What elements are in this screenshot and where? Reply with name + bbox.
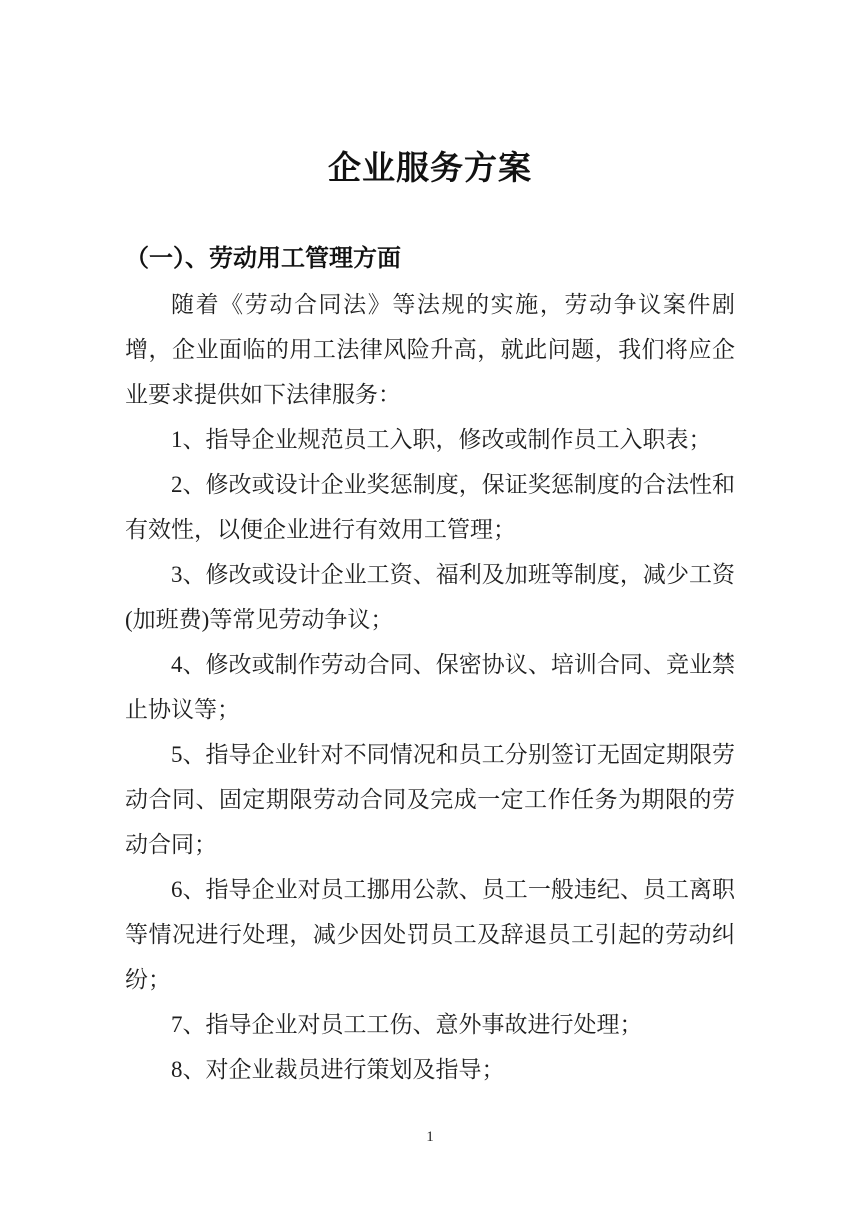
paragraph-intro: 随着《劳动合同法》等法规的实施，劳动争议案件剧增，企业面临的用工法律风险升高，就此问题，我们将应企业要求提供如下法律服务： (125, 292, 735, 407)
section-heading: （一）、劳动用工管理方面 (125, 246, 401, 272)
list-item-8: 8、对企业裁员进行策划及指导； (171, 1057, 505, 1082)
section-body (125, 282, 735, 1092)
document-content (125, 237, 735, 1092)
list-item-2: 2、修改或设计企业奖惩制度，保证奖惩制度的合法性和有效性，以便企业进行有效用工管理； (125, 472, 735, 542)
list-item-5: 5、指导企业针对不同情况和员工分别签订无固定期限劳动合同、固定期限劳动合同及完成一定工作任务为期限的劳动合同； (125, 742, 735, 857)
list-item-1: 1、指导企业规范员工入职，修改或制作员工入职表； (171, 427, 712, 452)
list-item-7: 7、指导企业对员工工伤、意外事故进行处理； (171, 1012, 643, 1037)
page-number: 1 (426, 1129, 434, 1145)
list-item-6: 6、指导企业对员工挪用公款、员工一般违纪、员工离职等情况进行处理，减少因处罚员工及辞退员工引起的劳动纠纷； (125, 877, 735, 992)
list-item-4: 4、修改或制作劳动合同、保密协议、培训合同、竞业禁止协议等； (125, 652, 735, 722)
document-title: 企业服务方案 (328, 151, 532, 187)
list-item-3: 3、修改或设计企业工资、福利及加班等制度，减少工资(加班费)等常见劳动争议； (125, 562, 735, 632)
